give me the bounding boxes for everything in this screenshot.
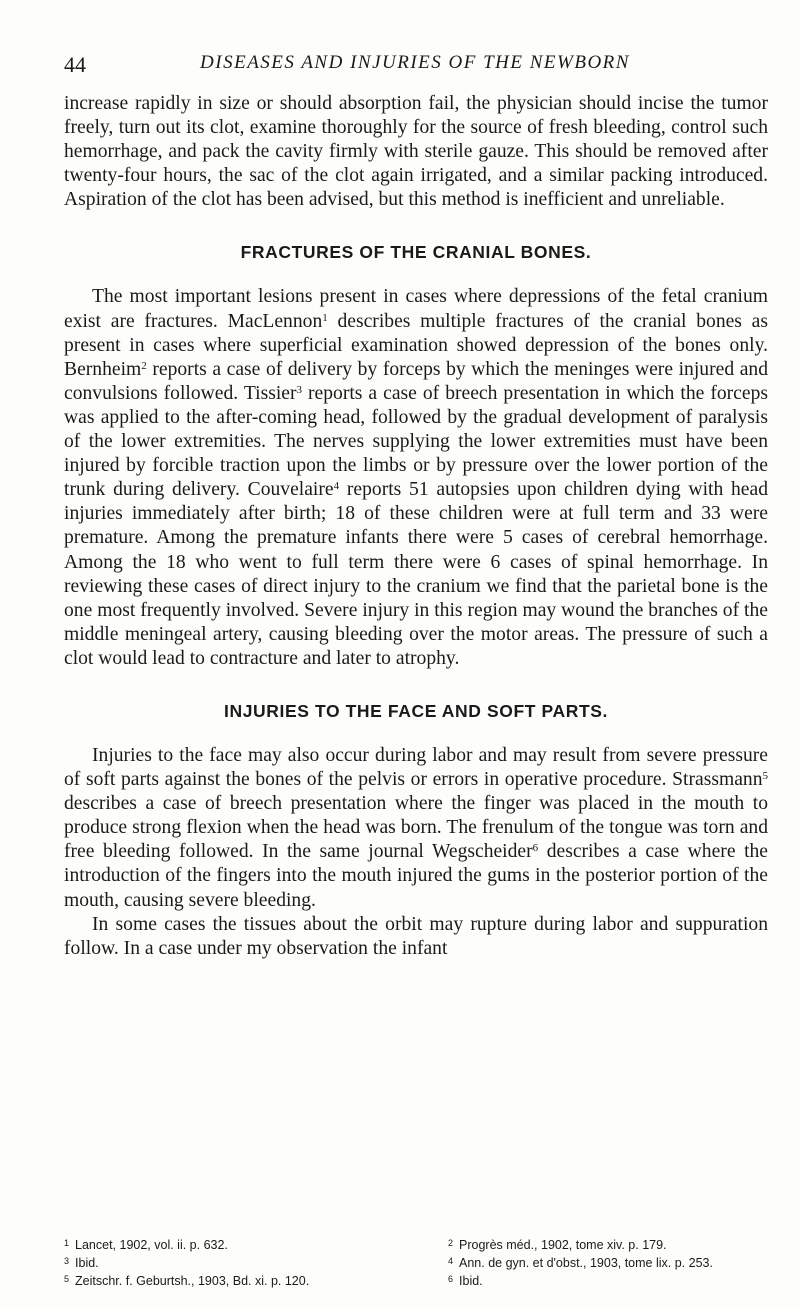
footnote-ref: 1 <box>322 311 328 324</box>
footnote-text: Lancet, 1902, vol. ii. p. 632. <box>75 1238 228 1252</box>
page-header <box>64 50 766 80</box>
footnote <box>64 1235 404 1253</box>
footnote-mark: 2 <box>448 1238 454 1248</box>
paragraph-fractures <box>64 285 768 671</box>
footnote <box>448 1271 768 1289</box>
paragraph-face-injuries <box>64 744 768 913</box>
footnote <box>64 1271 404 1289</box>
footnote <box>448 1253 768 1271</box>
footnote-text: Ibid. <box>459 1274 483 1288</box>
footnote-mark: 6 <box>448 1274 454 1284</box>
footnote-ref: 5 <box>762 770 768 783</box>
text-run: Injuries to the face may also occur during labor and may result from severe pressure of soft parts against the bones of the pelvis or errors in operative procedure. Strassmann <box>64 744 768 791</box>
section-heading-fractures: FRACTURES OF THE CRANIAL BONES. <box>240 242 592 263</box>
footnotes-right-column <box>448 1235 768 1289</box>
text-run: reports a case of delivery by forceps by which the meninges were injured and convulsions followed. Tissier <box>64 358 768 404</box>
footnote-ref: 6 <box>532 842 539 855</box>
text-run: reports 51 autopsies upon children dying with head injuries immediately after birth; 18 of these children were at full term and 33 were premature. Among the premature infants there were 5 cases of cerebral hemorrhage. Among the 18 who went to full term there were 6 cases of spinal hemorrhage. In reviewing these cases of direct injury to the cranium we find that the parietal bone is the one most frequently involved. Severe injury in this region may wound the branches of the middle meningeal artery, causing bleeding over the motor areas. The pressure of such a clot would lead to contracture and later to atrophy. <box>64 479 769 669</box>
paragraph-continued: increase rapidly in size or should absorption fail, the physician should incise the tumor freely, turn out its clot, examine thoroughly for the source of fresh bleeding, control such hemorrhage, and pack the cavity firmly with sterile gauze. This should be removed after twenty-four hours, the sac of the clot again irrigated, and a similar packing introduced. Aspiration of the clot has been advised, but this method is inefficient and unreliable. <box>64 93 768 211</box>
footnote-mark: 5 <box>64 1274 70 1284</box>
paragraph-orbit: In some cases the tissues about the orbit may rupture during labor and suppuration follow. In a case under my observation the infant <box>64 913 768 959</box>
body-text <box>64 92 768 961</box>
footnote-ref: 3 <box>296 383 302 396</box>
running-title: DISEASES AND INJURIES OF THE NEWBORN <box>200 52 630 73</box>
footnote <box>448 1235 768 1253</box>
text-run: reports a case of breech presentation in which the forceps was applied to the after-coming head, followed by the gradual development of paralysis of the lower extremities. The nerves supplying the lower extremities must have been injured by forcible traction upon the limbs or by pressure over the lower portion of the trunk during delivery. Couvelaire <box>64 382 768 501</box>
footnote-text: Ann. de gyn. et d'obst., 1903, tome lix. p. 253. <box>459 1256 713 1270</box>
page-number: 44 <box>64 52 86 77</box>
text-run: describes a case of breech presentation where the finger was placed in the mouth to produce strong flexion when the head was born. The frenulum of the tongue was torn and free bleeding followed. In the same journal Wegscheider <box>64 793 768 863</box>
section-heading-face-injuries: INJURIES TO THE FACE AND SOFT PARTS. <box>224 700 608 721</box>
footnote-text: Progrès méd., 1902, tome xiv. p. 179. <box>459 1238 667 1252</box>
text-run: describes a case where the introduction of the fingers into the mouth injured the gums in the posterior portion of the mouth, causing severe bleeding. <box>64 841 769 911</box>
footnotes-left-column <box>64 1235 404 1289</box>
text-run: describes multiple fractures of the cranial bones as present in cases where superficial examination showed depression of the bones only. Bernheim <box>64 310 768 380</box>
text-run: The most important lesions present in cases where depressions of the fetal cranium exist are fractures. MacLennon <box>64 286 768 332</box>
footnote <box>64 1253 404 1271</box>
footnote-mark: 3 <box>64 1256 70 1266</box>
footnote-ref: 4 <box>333 480 340 493</box>
footnote-mark: 1 <box>64 1238 70 1248</box>
footnote-text: Zeitschr. f. Geburtsh., 1903, Bd. xi. p. 120. <box>75 1274 310 1288</box>
footnote-ref: 2 <box>141 359 147 372</box>
footnote-mark: 4 <box>448 1256 454 1266</box>
footnote-text: Ibid. <box>75 1256 99 1270</box>
